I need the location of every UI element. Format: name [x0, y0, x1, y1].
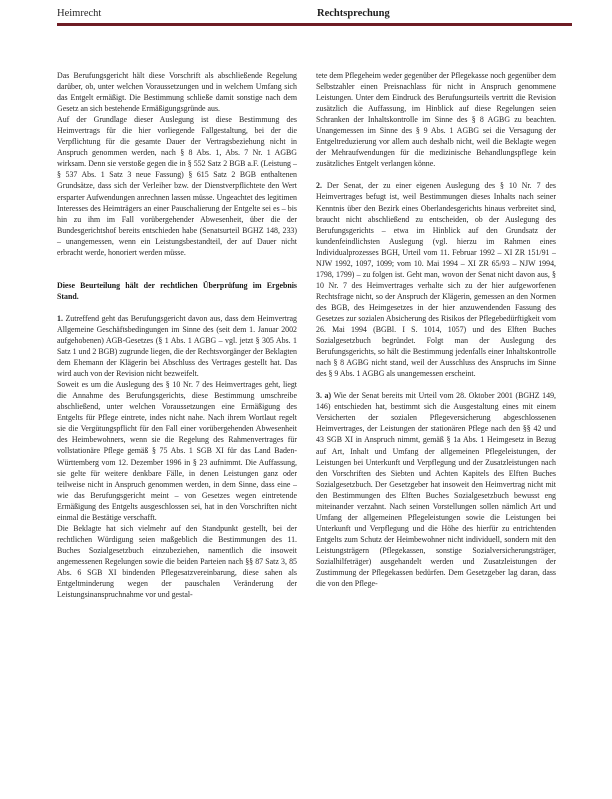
paragraph [57, 313, 297, 379]
header-rule [57, 23, 572, 26]
paragraph-text: Zutreffend geht das Berufungsgericht davon aus, dass dem Heimvertrag Allgemeine Geschäftsbedingungen im Sinne des (seit dem 1. Januar 2002 aufgehobenen) AGB-Gesetzes (§ 1 Abs. 1 AGBG – vgl. jetzt § 305 Abs. 1 Satz 1 und 2 BGB) zugrunde liegen, die der Rechtsvorgänger der Beklagten dem Ehemann der Klägerin bei Abschluss des Vertrages gestellt hat. Das wird auch von der Revision nicht bezweifelt. [57, 313, 297, 379]
running-header [57, 5, 572, 27]
right-text-column [316, 70, 556, 589]
paragraph-text: Der Senat, der zu einer eigenen Auslegung des § 10 Nr. 7 des Heimvertrages befugt ist, weil Bestimmungen dieses Inhalts nach seiner Kenntnis über den Bezirk eines Oberlandesgerichts hinaus verbreitet sind, braucht nicht abschließend zu entscheiden, ob der Auslegung des Berufungsgerichts – etwa im Hinblick auf den Grundsatz der kundenfeindlichsten Auslegung (vgl. hierzu im Rahmen eines Individualprozesses BGH, Urteil vom 11. Februar 1992 – XI ZR 151/91 – NJW 1992, 1097, 1099; vom 10. Mai 1994 – XI ZR 65/93 – NJW 1994, 1798, 1799) – zu folgen ist. Geht man, wovon der Senat nicht davon aus, § 10 Nr. 7 des Heimvertrages verhalte sich zu der hier aufgeworfenen Rechtsfrage nicht, so der Anspruch der Klägerin, gemessen an den Normen des BGB, des Heimgesetzes in der hier anzuwendenden Fassung des Gesetzes zur sozialen Absicherung des Risikos der Pflegebedürftigkeit vom 26. Mai 1994 (BGBl. I S. 1014, 1057) und des Elften Buches Sozialgesetzbuch begründet. Folgt man der Auslegung des Berufungsgerichts, so hält die Bestimmung jedenfalls einer Inhaltskontrolle nach § 8 AGBG nicht stand, weil der Ausschluss des Anspruchs im Sinne des § 9 Abs. 1 AGBG als unangemessen erscheint. [316, 181, 556, 379]
paragraph [316, 180, 556, 379]
left-text-column [57, 70, 297, 600]
paragraph: Soweit es um die Auslegung des § 10 Nr. 7 des Heimvertrages geht, liegt die Annahme des Berufungsgerichts, diese Bestimmung umschreibe abschließend, unter welchen Voraussetzungen eine Ermäßigung des Entgelts für Pflege eintrete, indes nicht nahe. Nach ihrem Wortlaut regelt sie die Vergütungspflicht für den Fall einer vorübergehenden Abwesenheit des Heimbewohners, wenn sie die Regelung des Rahmenvertrages für vollstationäre Pflege gemäß § 75 Abs. 1 SGB XI für das Land Baden-Württemberg vom 12. Dezember 1996 in § 23 aufnimmt. Die Auffassung, sie gelte für weitere denkbare Fälle, in denen Leistungen ganz oder teilweise nicht in Anspruch genommen werden, in dem Sinne, dass eine – wie das Berufungsgericht meint – von Gesetzes wegen eintretende Ermäßigung des Entgelts ausgeschlossen sei, hat in den Vorschriften nicht einmal die Bestätige verschafft. [57, 380, 297, 522]
paragraph: Die Beklagte hat sich vielmehr auf den Standpunkt gestellt, bei der rechtlichen Würdigung seien maßgeblich die Bestimmungen des 11. Buches Sozialgesetzbuch einzubeziehen, namentlich die insoweit angemessenen Regelungen sowie die beiden Parteien nach §§ 87 Satz 3, 85 Abs. 6 SGB XI bindenden Pflegesatzvereinbarung, diese sahen als Entgeltminderung wegen der pauschalen Veränderung der Leistungsinanspruchnahme vor und gestal- [57, 523, 297, 600]
paragraph: tete dem Pflegeheim weder gegenüber der Pflegekasse noch gegenüber dem Selbstzahler einen Preisnachlass für nicht in Anspruch genommene Leistungen. Unter dem Eindruck des Berufungsurteils vertritt die Revision zusätzlich die Auffassung, im Hinblick auf diese Regelungen seien Schranken der Inhaltskontrolle im Sinne des § 8 AGBG zu beachten. Unangemessen im Sinne des § 9 Abs. 1 AGBG sei die Versagung der Entgeltreduzierung vor allem auch deshalb nicht, weil die Beklagte wegen der Mehraufwendungen für die medizinische Behandlungspflege kein zusätzliches Entgelt verlangen könne. [316, 71, 556, 169]
paragraph-text: Wie der Senat bereits mit Urteil vom 28. Oktober 2001 (BGHZ 149, 146) entschieden hat, bestimmt sich die Ausgestaltung eines mit einem Versicherten der sozialen Pflegeversicherung abgeschlossenen Heimvertrages, der Leistungen der stationären Pflege nach den §§ 42 und 43 SGB XI in Anspruch nimmt, gemäß § 1a Abs. 1 Heimgesetz in Bezug auf Art, Inhalt und Umfang der allgemeinen Pflegeleistungen, der Leistungen bei Unterkunft und Verpflegung und der Zusatzleistungen nach den Vorschriften des Siebten und Achten Kapitels des Elften Buches Sozialgesetzbuch. Der Gesetzgeber hat insoweit den Heimvertrag nicht mit den Bestimmungen des Elften Buches Sozialgesetzbuch bewusst eng miteinander verzahnt. Nach seinen Vorstellungen sollen nämlich Art und Umfang der allgemeinen Pflegeleistungen sowie die Leistungen bei Unterkunft und Verpflegung und die Höhe des hierfür zu entrichtenden Entgelts zum Schutz der Heimbewohner nicht individuell, sondern mit den Leistungsträgern (Pflegekassen, sonstige Sozialversicherungsträger, Sozialhilfeträger) ausgehandelt werden und Zusatzleistungen der Zustimmung der Pflegekassen bedürfen. Dem Gesetzgeber lag daran, dass die von den Pflege- [316, 391, 556, 589]
paragraph-number: 1. [57, 313, 63, 323]
paragraph: Auf der Grundlage dieser Auslegung ist diese Bestimmung des Heimvertrags für die hier vorliegende Fallgestaltung, bei der die Verpflichtung für die gesamte Dauer der Vertragsbeziehung nicht in Anspruch genommen werden, nach § 8 Abs. 1, Abs. 7 Nr. 1 AGBG wirksam. Denn sie verstoße gegen die in § 552 Satz 2 BGB a.F. (Leistung – § 537 Abs. 1 Satz 3 neue Fassung) § 615 Satz 2 BGB enthaltenen Grundsätze, dass sich der Verleiher bzw. der Dienstverpflichtete den Wert ersparter Aufwendungen anrechnen lassen müsse. Ungeachtet des legitimen Interesses des Heimträgers an einer Pauschalierung der Entgelte sei es – bis hin zu ihm im Fall vorübergehender Abwesenheit, über die der Bundesgerichtshof bereits entschieden habe (Senatsurteil BGHZ 148, 233) – unangemessen, wenn ein Leistungsbestandteil, der auf Dauer nicht erbracht werde, honoriert werden müsse. [57, 115, 297, 257]
paragraph-number: 2. [316, 181, 322, 191]
paragraph [316, 390, 556, 589]
paragraph-number: 3. a) [316, 391, 332, 401]
section-subheading: Diese Beurteilung hält der rechtlichen Überprüfung im Ergebnis Stand. [57, 280, 297, 301]
header-section-title: Heimrecht [57, 8, 102, 19]
paragraph: Das Berufungsgericht hält diese Vorschrift als abschließende Regelung darüber, ob, unter welchen Voraussetzungen und in welchem Umfang sich das Entgelt ermäßigt. Die Bestimmung schließe damit sonstige nach dem Gesetz an sich bestehende Ermäßigungsgründe aus. [57, 71, 297, 114]
header-category-title: Rechtsprechung [317, 8, 390, 19]
